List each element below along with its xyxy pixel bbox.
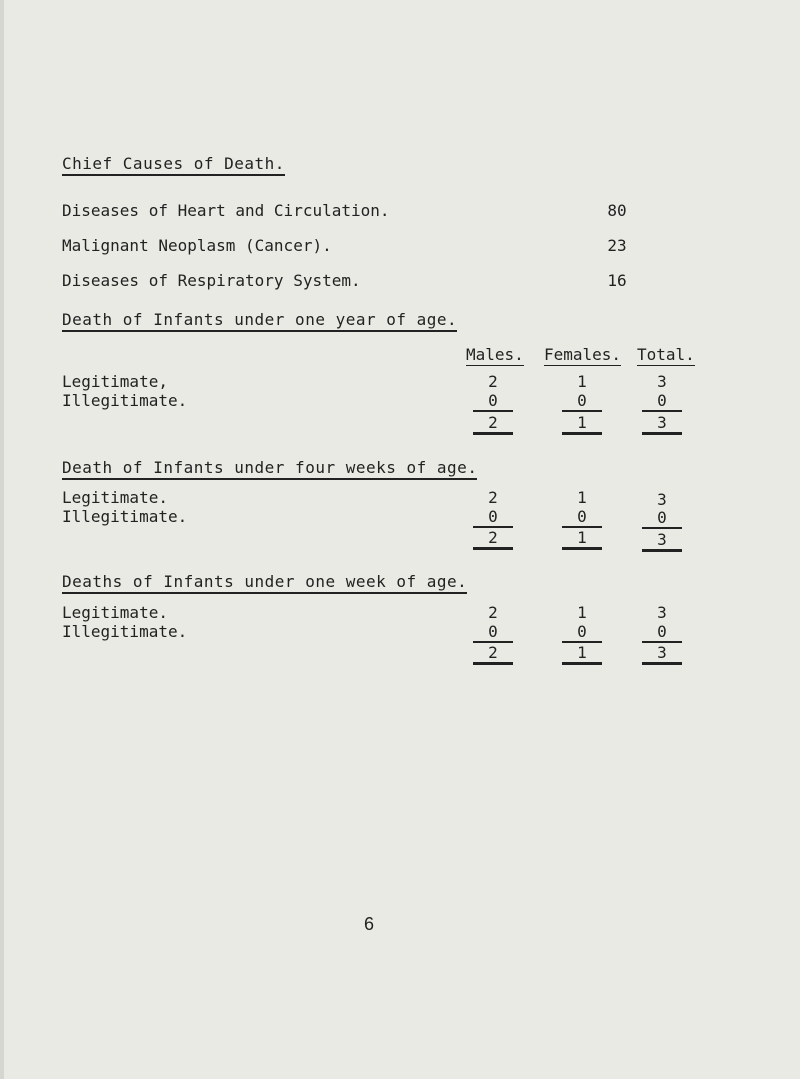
cell-total: 3 bbox=[657, 603, 667, 622]
row-label: Illegitimate. bbox=[62, 507, 188, 526]
cell-females: 0 bbox=[562, 507, 602, 528]
cell-males: 2 bbox=[488, 603, 498, 622]
cause-value: 80 bbox=[607, 201, 627, 220]
cell-males: 0 bbox=[473, 622, 513, 643]
cell-total: 3 bbox=[657, 372, 667, 391]
col-header-females: Females. bbox=[544, 345, 622, 364]
sum-females: 1 bbox=[562, 643, 602, 665]
cell-males: 0 bbox=[473, 507, 513, 528]
cause-value: 16 bbox=[607, 271, 627, 290]
cell-total: 0 bbox=[642, 622, 682, 643]
cell-males: 2 bbox=[488, 372, 498, 391]
sum-males: 2 bbox=[473, 643, 513, 665]
col-header-males: Males. bbox=[466, 345, 524, 364]
page-title: Chief Causes of Death. bbox=[62, 154, 285, 176]
sum-males: 2 bbox=[473, 413, 513, 435]
sum-females: 1 bbox=[562, 528, 602, 550]
col-header-total: Total. bbox=[637, 345, 695, 364]
page-edge bbox=[0, 0, 4, 1079]
cause-label: Malignant Neoplasm (Cancer). bbox=[62, 236, 332, 255]
sum-males: 2 bbox=[473, 528, 513, 550]
sum-total: 3 bbox=[642, 530, 682, 552]
cause-label: Diseases of Heart and Circulation. bbox=[62, 201, 390, 220]
cause-label: Diseases of Respiratory System. bbox=[62, 271, 361, 290]
cell-males: 0 bbox=[473, 391, 513, 412]
section-heading: Deaths of Infants under one week of age. bbox=[62, 572, 467, 594]
section-heading: Death of Infants under one year of age. bbox=[62, 310, 457, 332]
sum-total: 3 bbox=[642, 413, 682, 435]
section-heading: Death of Infants under four weeks of age. bbox=[62, 458, 477, 480]
row-label: Legitimate, bbox=[62, 372, 168, 391]
page-number: 6 bbox=[364, 914, 375, 934]
cell-females: 1 bbox=[577, 603, 587, 622]
row-label: Illegitimate. bbox=[62, 391, 188, 410]
sum-total: 3 bbox=[642, 643, 682, 665]
cell-total: 0 bbox=[642, 391, 682, 412]
cell-females: 1 bbox=[577, 372, 587, 391]
cell-females: 0 bbox=[562, 391, 602, 412]
row-label: Legitimate. bbox=[62, 488, 168, 507]
row-label: Illegitimate. bbox=[62, 622, 188, 641]
cell-females: 0 bbox=[562, 622, 602, 643]
cell-total: 3 bbox=[657, 490, 667, 509]
cell-total: 0 bbox=[642, 508, 682, 529]
cell-males: 2 bbox=[488, 488, 498, 507]
sum-females: 1 bbox=[562, 413, 602, 435]
cause-value: 23 bbox=[607, 236, 627, 255]
row-label: Legitimate. bbox=[62, 603, 168, 622]
cell-females: 1 bbox=[577, 488, 587, 507]
